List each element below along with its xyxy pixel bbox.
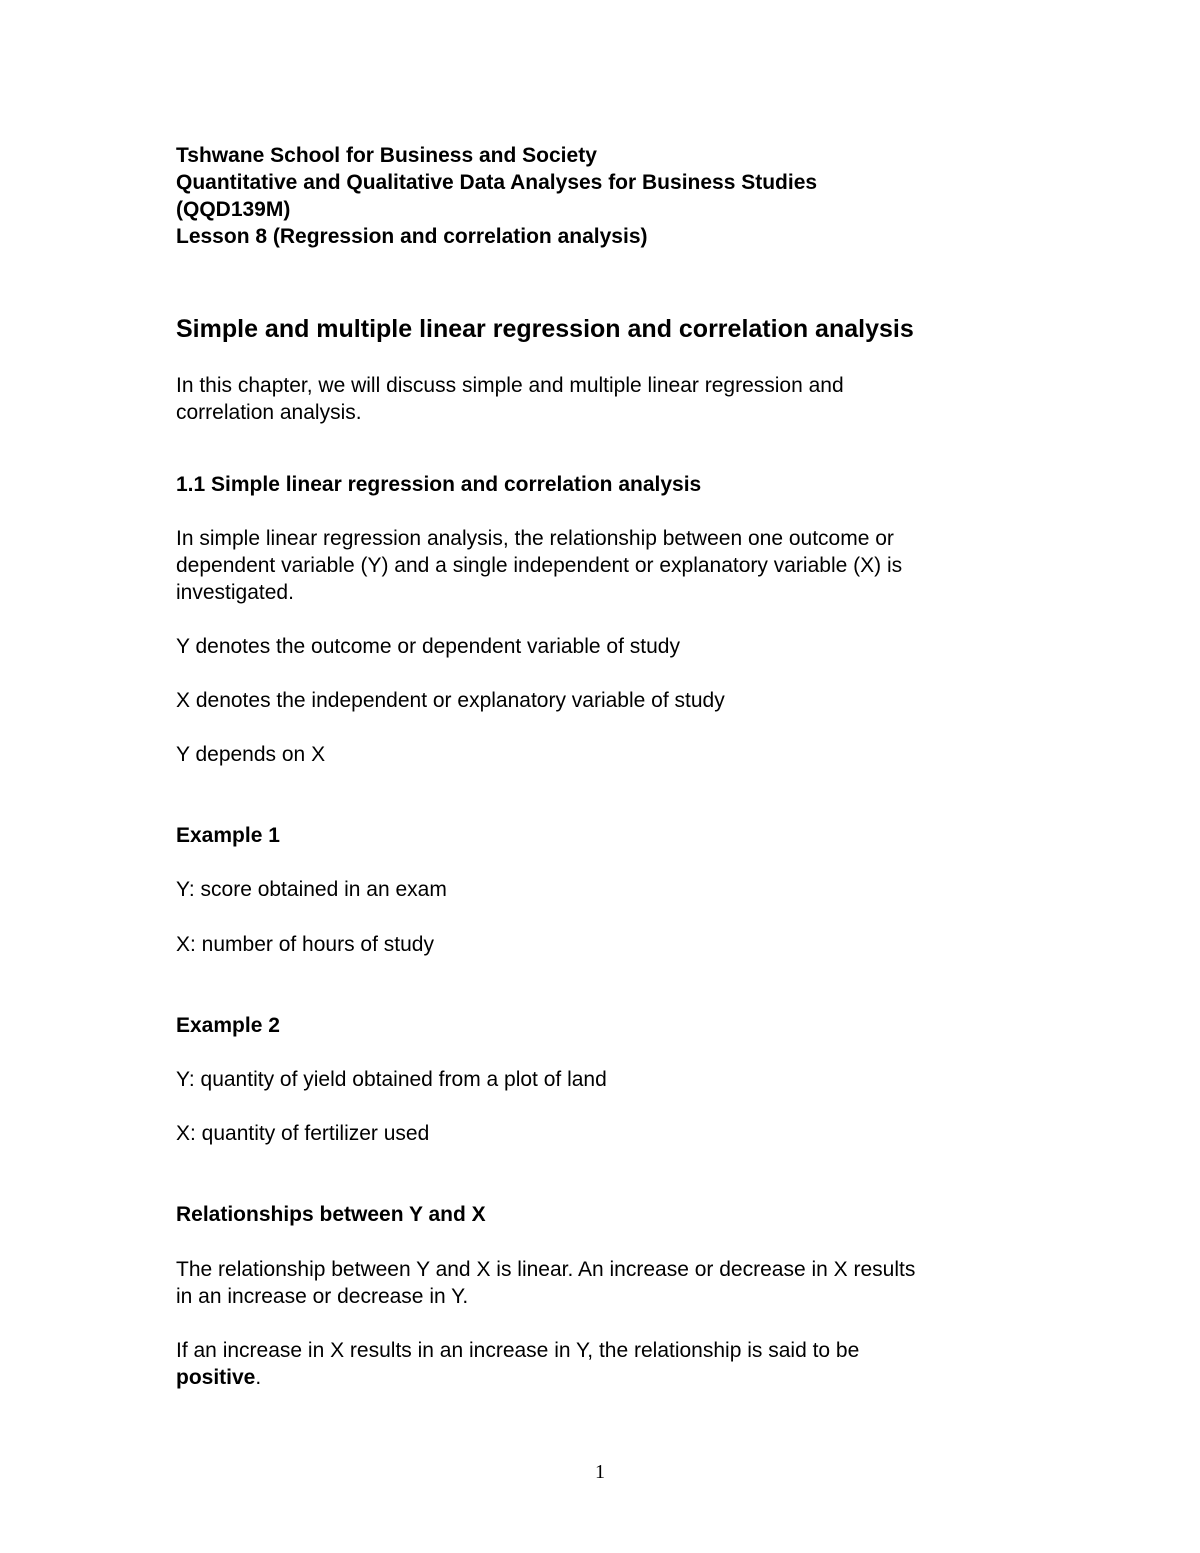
y-definition: Y denotes the outcome or dependent variable of study — [176, 635, 680, 658]
dependence-statement: Y depends on X — [176, 743, 326, 766]
page-number: 1 — [595, 1461, 605, 1483]
relationships-para-2-line-1: If an increase in X results in an increase in Y, the relationship is said to be — [176, 1339, 860, 1362]
section-paragraph-line-2: dependent variable (Y) and a single independent or explanatory variable (X) is — [176, 554, 903, 577]
example-2-y: Y: quantity of yield obtained from a plot of land — [176, 1068, 607, 1091]
section-paragraph-line-3: investigated. — [176, 581, 294, 604]
relationships-para-1-line-1: The relationship between Y and X is linear. An increase or decrease in X results — [176, 1258, 916, 1281]
course-title: Quantitative and Qualitative Data Analyses for Business Studies — [176, 171, 818, 194]
lesson-title: Lesson 8 (Regression and correlation analysis) — [176, 225, 648, 248]
relationships-para-1-line-2: in an increase or decrease in Y. — [176, 1285, 469, 1308]
chapter-intro-line-1: In this chapter, we will discuss simple and multiple linear regression and — [176, 374, 844, 397]
chapter-title: Simple and multiple linear regression and correlation analysis — [176, 315, 914, 343]
example-2-x: X: quantity of fertilizer used — [176, 1122, 430, 1145]
course-code: (QQD139M) — [176, 198, 291, 221]
example-2-heading: Example 2 — [176, 1014, 280, 1037]
x-definition: X denotes the independent or explanatory variable of study — [176, 689, 725, 712]
sentence-end: . — [255, 1366, 262, 1389]
institution-name: Tshwane School for Business and Society — [176, 144, 597, 167]
example-1-y: Y: score obtained in an exam — [176, 878, 447, 901]
relationships-heading: Relationships between Y and X — [176, 1203, 486, 1226]
section-paragraph-line-1: In simple linear regression analysis, the relationship between one outcome or — [176, 527, 894, 550]
positive-term: positive — [176, 1366, 256, 1389]
relationships-para-2-line-2 — [176, 1364, 261, 1391]
example-1-x: X: number of hours of study — [176, 933, 434, 956]
example-1-heading: Example 1 — [176, 824, 280, 847]
chapter-intro-line-2: correlation analysis. — [176, 401, 362, 424]
section-heading: 1.1 Simple linear regression and correlation analysis — [176, 473, 702, 496]
